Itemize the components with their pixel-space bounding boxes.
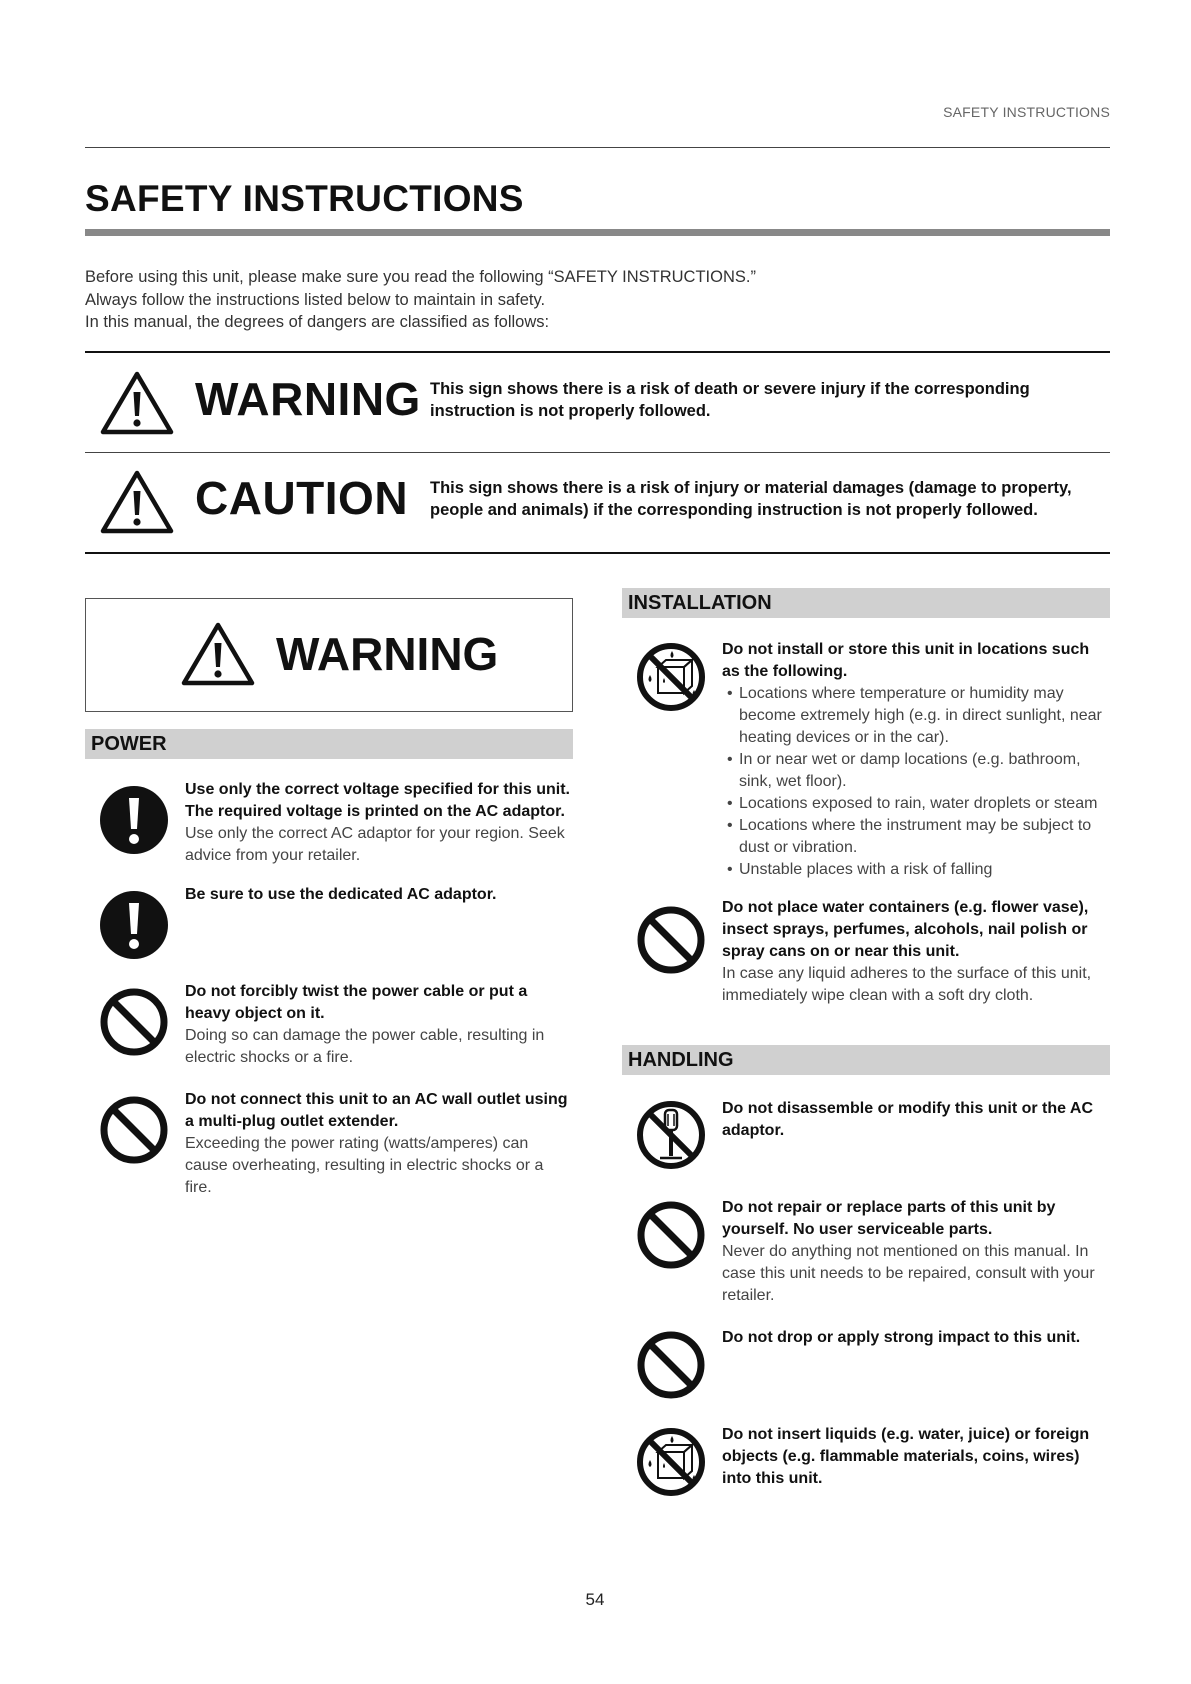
prohibition-icon [99,1095,169,1165]
caution-triangle-icon [100,469,174,535]
warning-banner [85,598,573,712]
section-heading-installation: INSTALLATION [622,588,1110,618]
item-heading: Do not disassemble or modify this unit or the AC adaptor. [722,1100,1093,1139]
caution-level-word: CAUTION [195,472,409,524]
intro-text [85,266,985,334]
intro-line: In this manual, the degrees of dangers are classified as follows: [85,313,550,331]
prohibition-icon [636,1330,706,1400]
mandatory-action-icon [99,890,169,960]
page-title: SAFETY INSTRUCTIONS [85,178,524,219]
prohibition-icon [99,987,169,1057]
caution-level-row [85,453,1110,553]
bullet-item: • Locations where temperature or humidity may become extremely high (e.g. in direct sunlight, near heating devices or in the car). [722,683,1107,749]
item-heading: Do not drop or apply strong impact to this unit. [722,1329,1081,1346]
no-liquid-insertion-icon [636,1427,706,1497]
item-text: Doing so can damage the power cable, resulting in electric shocks or a fire. [185,1027,545,1066]
item-heading: Do not connect this unit to an AC wall outlet using a multi-plug outlet extender. [185,1091,568,1130]
bullet-item: • Locations where the instrument may be subject to dust or vibration. [722,815,1107,859]
intro-line: Always follow the instructions listed below to maintain in safety. [85,290,546,309]
header-divider [85,147,1110,148]
no-disassembly-icon [636,1100,706,1170]
warning-banner-word: WARNING [276,628,499,680]
item-text: Exceeding the power rating (watts/amperes) can cause overheating, resulting in electric shocks or a fire. [185,1135,544,1196]
warning-triangle-icon [181,621,255,687]
caution-level-description: This sign shows there is a risk of injury or material damages (damage to property, people and animals) if the corresponding instruction is not properly followed. [430,479,1072,519]
item-heading: Do not insert liquids (e.g. water, juice) or foreign objects (e.g. flammable materials, coins, wires) into this unit. [722,1426,1090,1487]
bullet-list [722,683,1107,881]
prohibition-icon [636,905,706,975]
no-wet-location-icon [636,642,706,712]
section-heading-power: POWER [85,729,573,759]
bullet-item: • Unstable places with a risk of falling [722,859,1107,881]
title-underline [85,229,1110,236]
page-number: 54 [585,1590,605,1609]
item-text: In case any liquid adheres to the surface of this unit, immediately wipe clean with a soft dry cloth. [722,965,1092,1004]
item-heading: Do not repair or replace parts of this unit by yourself. No user serviceable parts. [722,1199,1056,1238]
warning-level-word: WARNING [195,373,421,425]
section-heading-handling: HANDLING [622,1045,1110,1075]
item-heading: Use only the correct voltage specified for this unit. The required voltage is printed on the AC adaptor. [185,781,570,820]
intro-line: Before using this unit, please make sure you read the following “SAFETY INSTRUCTIONS.” [85,268,756,286]
warning-triangle-icon [100,370,174,436]
item-heading: Do not forcibly twist the power cable or put a heavy object on it. [185,983,528,1022]
item-text: Use only the correct AC adaptor for your region. Seek advice from your retailer. [185,825,565,864]
bullet-item: • Locations exposed to rain, water droplets or steam [722,793,1107,815]
mandatory-action-icon [99,785,169,855]
levels-bottom-rule [85,552,1110,554]
prohibition-icon [636,1200,706,1270]
item-heading: Be sure to use the dedicated AC adaptor. [185,886,497,903]
warning-level-row [85,352,1110,452]
item-heading: Do not place water containers (e.g. flower vase), insect sprays, perfumes, alcohols, nail polish or spray cans on or near this unit. [722,899,1089,960]
item-heading: Do not install or store this unit in locations such as the following. [722,641,1090,680]
running-header: SAFETY INSTRUCTIONS [943,104,1110,120]
item-text: Never do anything not mentioned on this manual. In case this unit needs to be repaired, consult with your retailer. [722,1243,1095,1304]
bullet-item: • In or near wet or damp locations (e.g. bathroom, sink, wet floor). [722,749,1107,793]
warning-level-description: This sign shows there is a risk of death or severe injury if the corresponding instruction is not properly followed. [430,380,1030,420]
